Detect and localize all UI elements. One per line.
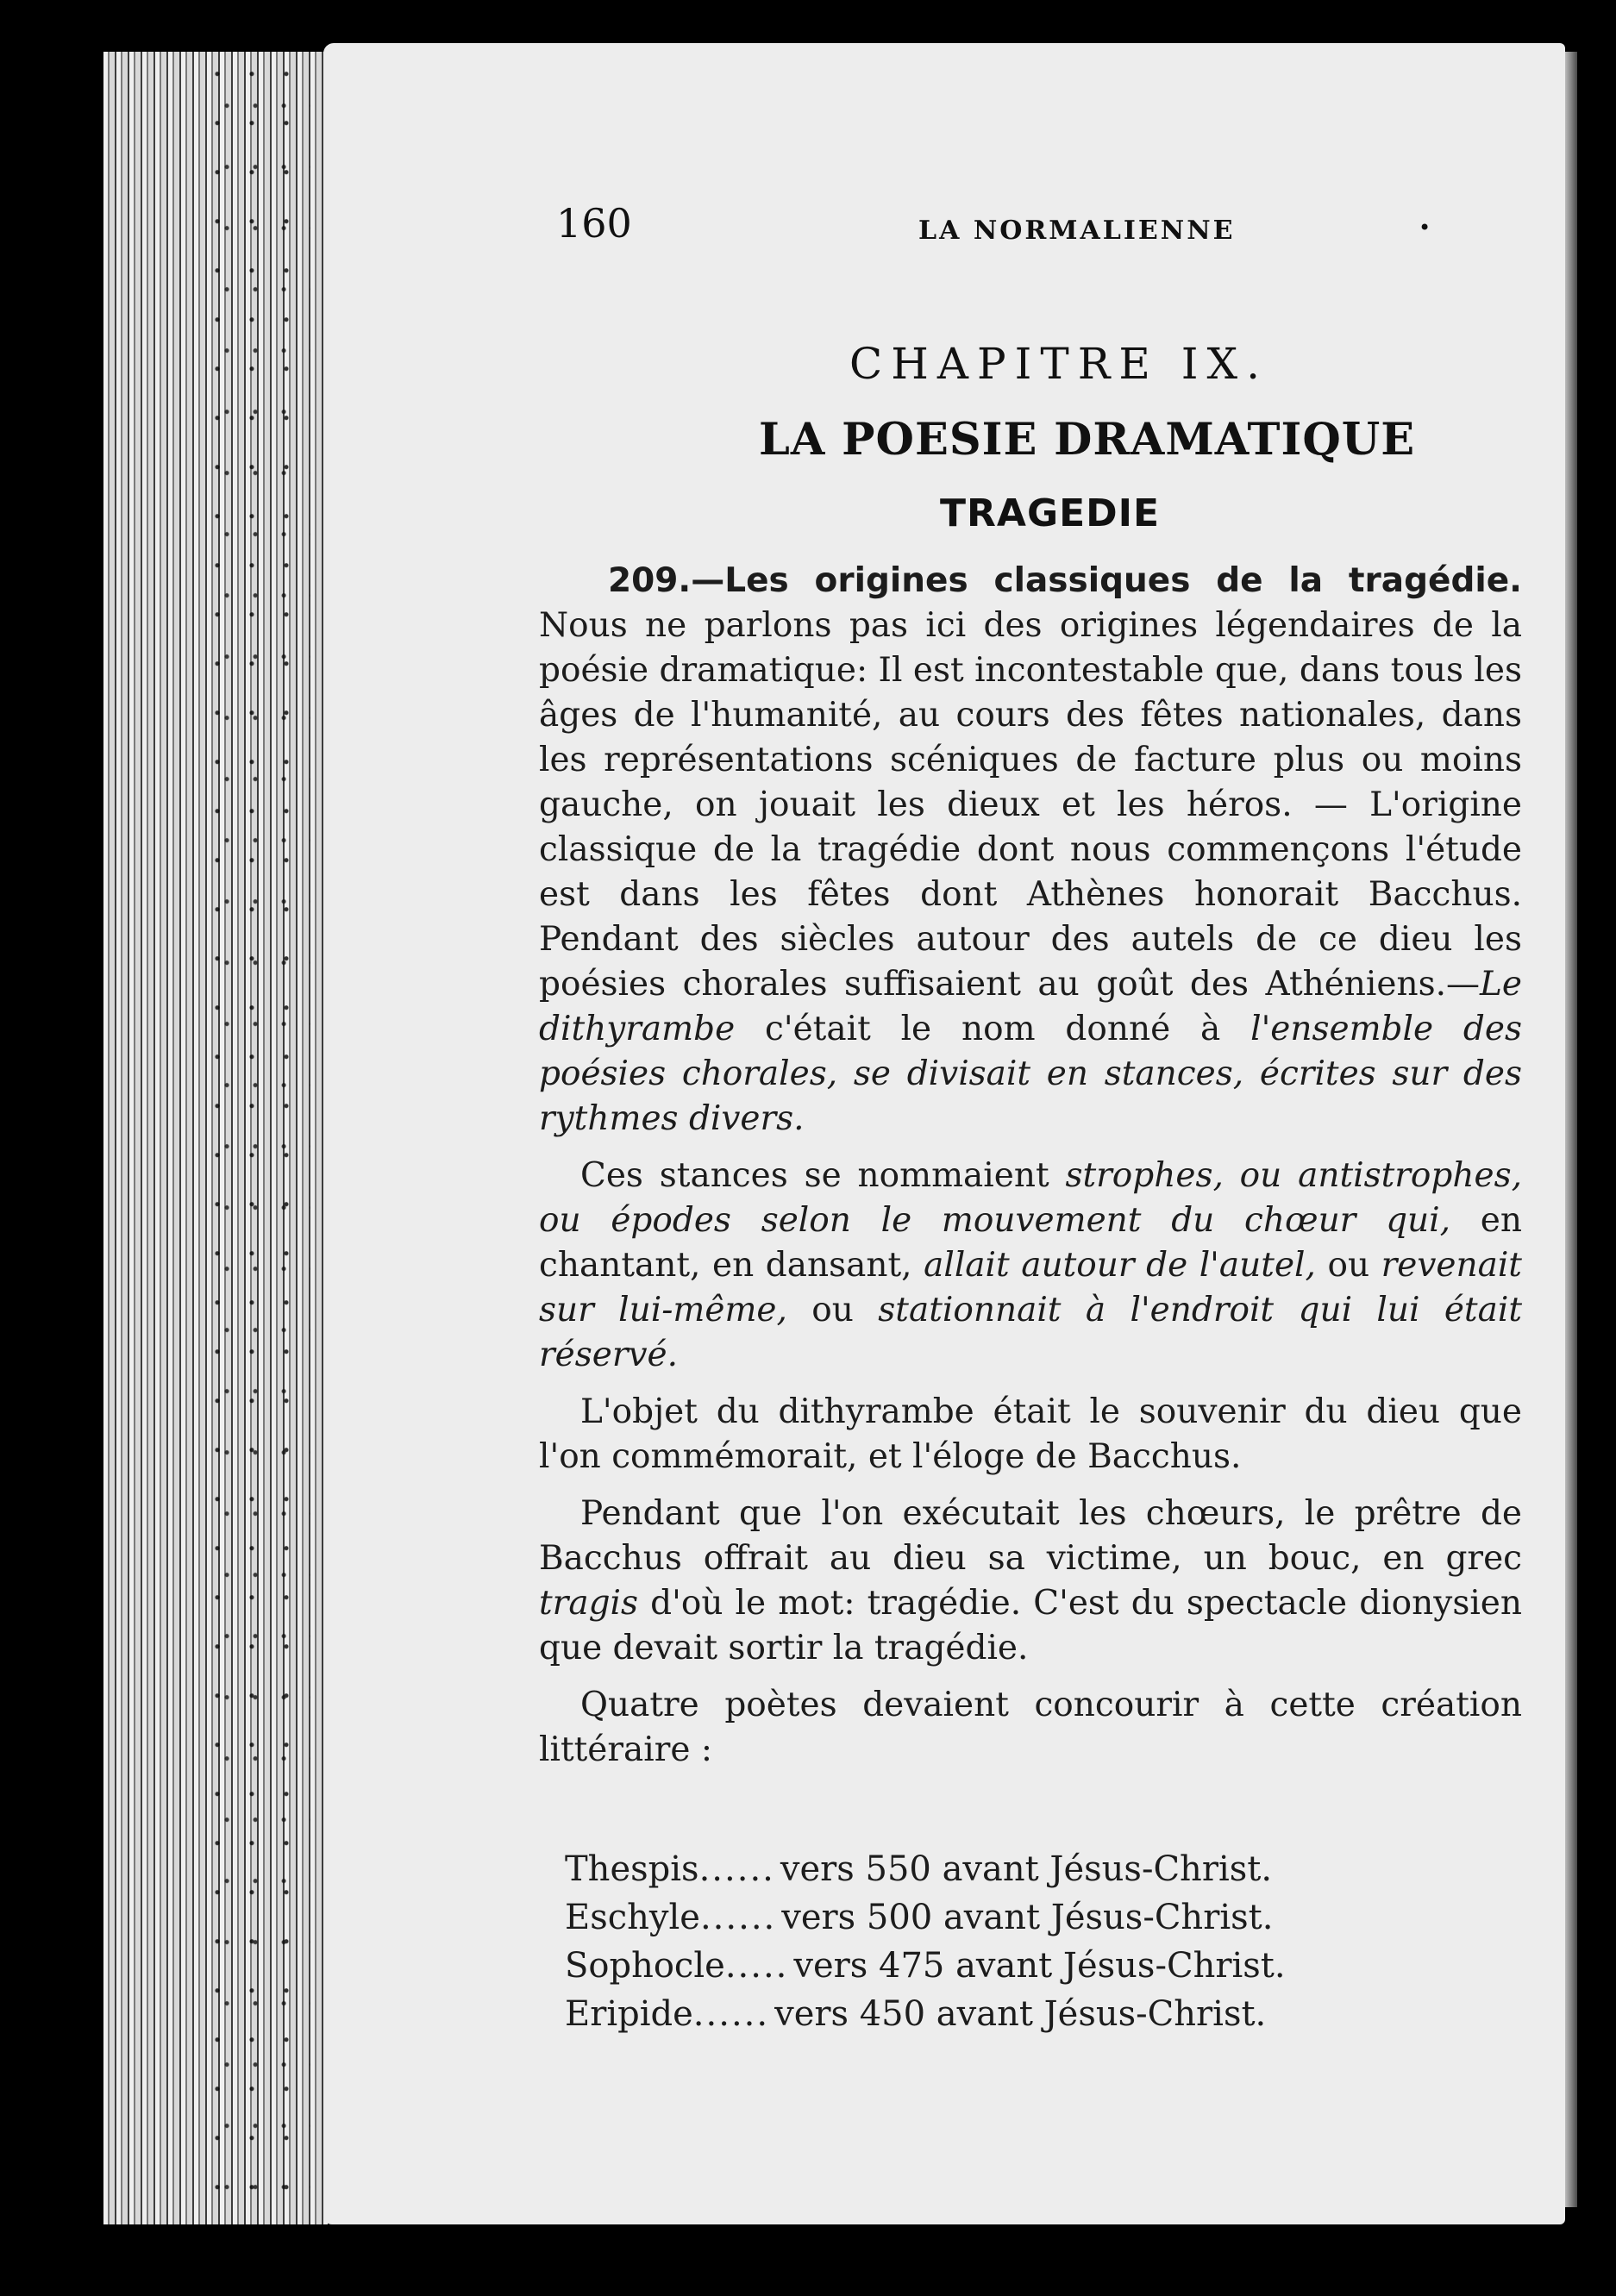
paragraph-text: ou <box>786 1291 879 1329</box>
poet-name: Eripide <box>565 1994 693 2034</box>
poet-row <box>565 1942 1531 1990</box>
poet-date: vers 500 avant Jésus-Christ. <box>781 1898 1274 1937</box>
subsection-title: TRAGEDIE <box>940 491 1161 535</box>
paragraph-text: Ces stances se nommaient <box>580 1156 1066 1195</box>
paragraph-stances <box>539 1154 1522 1378</box>
page-edge-speckles <box>207 69 310 2207</box>
running-title: LA NORMALIENNE <box>918 216 1236 246</box>
page-number: 160 <box>556 200 632 247</box>
paragraph-text: ou <box>1315 1246 1381 1285</box>
poet-leader-dots: ...... <box>699 1898 777 1937</box>
page-right-edge <box>1565 52 1577 2207</box>
italic-text: revenait sur lui-même, <box>539 1246 1522 1329</box>
paragraph-quatre: Quatre poètes devaient concourir à cette création littéraire : <box>539 1686 1522 1769</box>
poet-leader-dots: ...... <box>692 1994 770 2034</box>
poet-name: Sophocle <box>565 1946 725 1986</box>
poet-leader-dots: ...... <box>698 1849 775 1889</box>
italic-text: stationnait à l'endroit qui lui était réservé. <box>539 1291 1523 1374</box>
italic-text: Le dithyrambe <box>539 965 1522 1048</box>
poet-name: Eschyle <box>565 1898 700 1937</box>
paragraph-title: —Les origines classiques de la tragédie. <box>691 561 1522 600</box>
italic-text: tragis <box>539 1584 639 1623</box>
poet-date: vers 450 avant Jésus-Christ. <box>774 1994 1267 2034</box>
poet-row <box>565 1990 1531 2038</box>
paragraph-pendant <box>539 1492 1522 1671</box>
paragraph-objet: L'objet du dithyrambe était le souvenir du dieu que l'on commémorait, et l'éloge de Bacchus. <box>539 1392 1522 1476</box>
paragraph-text: d'où le mot: tragédie. C'est du spectacle dionysien que devait sortir la tragédie. <box>539 1584 1522 1667</box>
paragraph-text: c'était le nom donné à <box>735 1010 1251 1048</box>
paragraph-209 <box>539 559 1522 1142</box>
poet-date: vers 550 avant Jésus-Christ. <box>780 1849 1273 1889</box>
header-bullet: • <box>1419 216 1431 240</box>
poets-list <box>565 1845 1531 2038</box>
poet-row <box>565 1845 1531 1893</box>
italic-text: strophes, ou antistrophes, ou épodes selon le mouvement du chœur qui, <box>539 1156 1522 1240</box>
paragraph-number: 209. <box>608 561 692 600</box>
paragraph-text: Pendant que l'on exécutait les chœurs, le prêtre de Bacchus offrait au dieu sa victime, un bouc, en grec <box>539 1494 1522 1578</box>
section-title: LA POESIE DRAMATIQUE <box>759 414 1416 466</box>
poet-row <box>565 1893 1531 1942</box>
chapter-heading: CHAPITRE IX. <box>849 339 1268 389</box>
poet-date: vers 475 avant Jésus-Christ. <box>793 1946 1286 1986</box>
poet-name: Thespis <box>565 1849 699 1889</box>
paragraph-text: en chantant, en dansant, <box>539 1201 1522 1285</box>
italic-text: l'ensemble des poésies chorales, se divisait en stances, écrites sur des rythmes divers. <box>539 1010 1522 1138</box>
paragraph-text: Nous ne parlons pas ici des origines légendaires de la poésie dramatique: Il est incontestable que, dans tous les âges de l'humanité, au cours des fêtes nationales, dans les représentations scéniques de facture plus ou moins gauche, on jouait les dieux et les héros. — L'origine classique de la tragédie dont nous commençons l'étude est dans les fêtes dont Athènes honorait Bacchus. Pendant des siècles autour des autels de ce dieu les poésies chorales suffisaient au goût des Athéniens.— <box>539 606 1522 1004</box>
poet-leader-dots: ..... <box>724 1946 789 1986</box>
body-text <box>539 559 1522 1785</box>
italic-text: allait autour de l'autel, <box>924 1246 1316 1285</box>
page-header <box>556 200 1539 260</box>
